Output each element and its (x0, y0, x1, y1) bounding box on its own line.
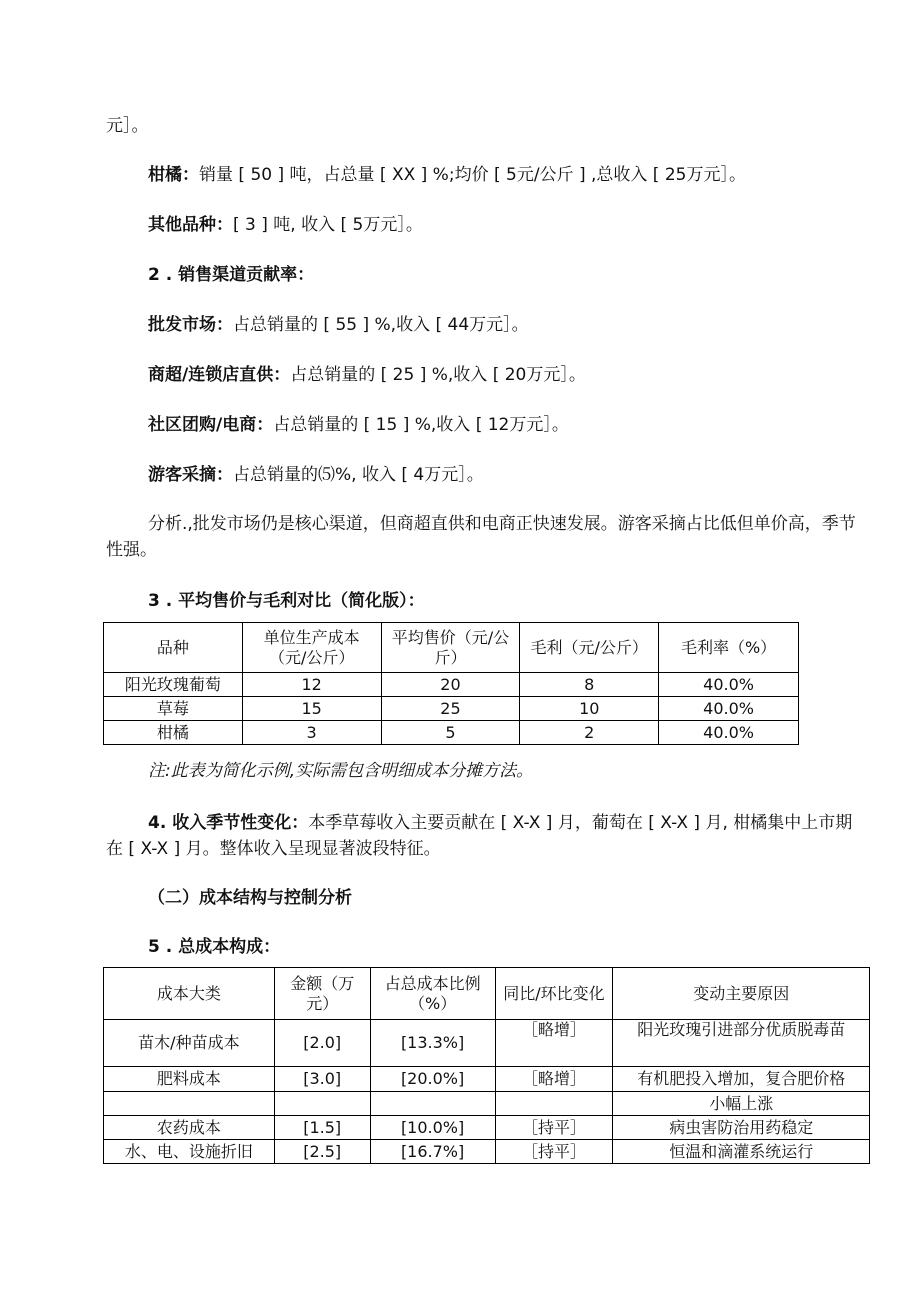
table-cell: 草莓 (104, 697, 243, 721)
table-row (104, 1116, 870, 1140)
table-cell: 肥料成本 (104, 1067, 275, 1092)
heading-total-cost: 5 . 总成本构成： (148, 937, 281, 957)
table-row (104, 1140, 870, 1164)
table-cell: [10.0%] (370, 1116, 495, 1140)
price-margin-table (103, 622, 799, 745)
header-cell: 单位生产成本（元/公斤） (242, 623, 381, 673)
table-header-row (104, 968, 870, 1020)
table-cell: 40.0% (659, 721, 799, 745)
table-cell: [2.0] (274, 1020, 370, 1067)
heading-price-margin: 3 . 平均售价与毛利对比（简化版）： (148, 591, 425, 611)
table-cell: 25 (381, 697, 520, 721)
table-cell: 有机肥投入增加，复合肥价格 (613, 1067, 870, 1092)
table-note: 注:此表为简化示例,实际需包含明细成本分摊方法。 (148, 761, 534, 781)
table-cell: ［持平］ (495, 1116, 613, 1140)
table-row (104, 673, 799, 697)
other-label: 其他品种： (148, 215, 233, 235)
table-cell: [20.0%] (370, 1067, 495, 1092)
community-text: 占总销量的 [ 15 ] %,收入 [ 12万元］。 (273, 415, 569, 435)
continued-text: 元］。 (106, 116, 149, 136)
table-cell: 5 (381, 721, 520, 745)
header-cell: 占总成本比例（%） (370, 968, 495, 1020)
header-cell: 毛利（元/公斤） (520, 623, 659, 673)
other-text: [ 3 ] 吨, 收入 [ 5万元］。 (233, 215, 423, 235)
wholesale-label: 批发市场： (148, 315, 233, 335)
table-row (104, 721, 799, 745)
table-cell: [1.5] (274, 1116, 370, 1140)
table-header-row (104, 623, 799, 673)
table-row (104, 1020, 870, 1067)
analysis-paragraph: 分析.,批发市场仍是核心渠道，但商超直供和电商正快速发展。游客采摘占比低但单价高，季节性强。 (106, 514, 856, 560)
table-cell: 病虫害防治用药稳定 (613, 1116, 870, 1140)
table-cell (370, 1092, 495, 1116)
table-cell: ［略增］ (495, 1020, 613, 1067)
picking-text: 占总销量的⑸%, 收入 [ 4万元］。 (233, 465, 484, 485)
cost-structure-table (103, 967, 870, 1164)
table-cell: 苗木/种苗成本 (104, 1020, 275, 1067)
header-cell: 金额（万元） (274, 968, 370, 1020)
table-row (104, 697, 799, 721)
table-cell: 恒温和滴灌系统运行 (613, 1140, 870, 1164)
header-cell: 毛利率（%） (659, 623, 799, 673)
table-cell: [2.5] (274, 1140, 370, 1164)
heading-sales-channels: 2 . 销售渠道贡献率： (148, 265, 315, 285)
picking-label: 游客采摘： (148, 465, 233, 485)
table-cell: 20 (381, 673, 520, 697)
table-cell (495, 1092, 613, 1116)
header-cell: 平均售价（元/公斤） (381, 623, 520, 673)
table-cell: ［持平］ (495, 1140, 613, 1164)
table-cell: 10 (520, 697, 659, 721)
table-cell: 阳光玫瑰引进部分优质脱毒苗 (613, 1020, 870, 1067)
header-cell: 成本大类 (104, 968, 275, 1020)
wholesale-text: 占总销量的 [ 55 ] %,收入 [ 44万元］。 (233, 315, 529, 335)
seasonality-text: 本季草莓收入主要贡献在 [ X-X ] 月，葡萄在 [ X-X ] 月, 柑橘集中上市期在 [ X-X ] 月。整体收入呈现显著波段特征。 (106, 813, 853, 859)
table-cell: 农药成本 (104, 1116, 275, 1140)
table-cell: 40.0% (659, 673, 799, 697)
table-cell (274, 1092, 370, 1116)
header-cell: 同比/环比变化 (495, 968, 613, 1020)
seasonality-paragraph (106, 810, 866, 862)
table-row (104, 1092, 870, 1116)
citrus-text: 销量 [ 50 ] 吨，占总量 [ XX ] %;均价 [ 5元/公斤 ] ,总收入 [ 25万元］。 (199, 165, 746, 185)
table-cell: ［略增］ (495, 1067, 613, 1092)
table-cell: 3 (242, 721, 381, 745)
seasonality-label: 4. 收入季节性变化： (148, 813, 309, 833)
table-cell: 水、电、设施折旧 (104, 1140, 275, 1164)
table-cell: [16.7%] (370, 1140, 495, 1164)
citrus-line (148, 163, 746, 187)
header-cell: 品种 (104, 623, 243, 673)
channel-community (148, 413, 569, 437)
table-cell: 小幅上涨 (613, 1092, 870, 1116)
table-cell: [3.0] (274, 1067, 370, 1092)
table-cell: 阳光玫瑰葡萄 (104, 673, 243, 697)
channel-picking (148, 463, 484, 487)
table-cell: 8 (520, 673, 659, 697)
community-label: 社区团购/电商： (148, 415, 274, 435)
channel-supermarket (148, 363, 586, 387)
table-row (104, 1067, 870, 1092)
table-cell: 12 (242, 673, 381, 697)
table-cell: 15 (242, 697, 381, 721)
header-cell: 变动主要原因 (613, 968, 870, 1020)
table-cell: [13.3%] (370, 1020, 495, 1067)
table-cell (104, 1092, 275, 1116)
other-varieties-line (148, 213, 423, 237)
supermarket-label: 商超/连锁店直供： (148, 365, 291, 385)
table-cell: 40.0% (659, 697, 799, 721)
citrus-label: 柑橘： (148, 165, 199, 185)
table-cell: 2 (520, 721, 659, 745)
table-cell: 柑橘 (104, 721, 243, 745)
section-cost-structure: （二）成本结构与控制分析 (148, 888, 352, 908)
supermarket-text: 占总销量的 [ 25 ] %,收入 [ 20万元］。 (290, 365, 586, 385)
channel-wholesale (148, 313, 529, 337)
